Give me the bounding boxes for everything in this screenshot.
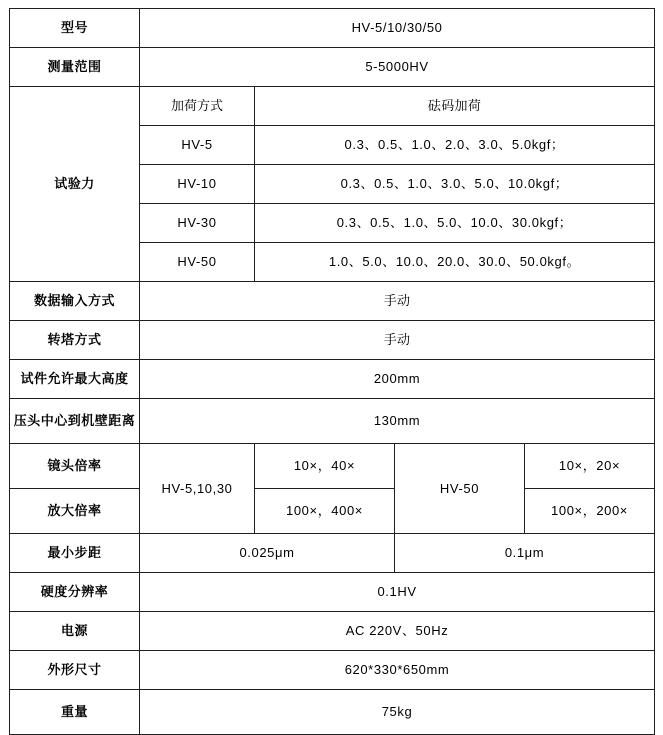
test-force-value-hv50: 1.0、5.0、10.0、20.0、30.0、50.0kgf。: [255, 243, 655, 282]
test-force-value-hv10: 0.3、0.5、1.0、3.0、5.0、10.0kgf；: [255, 165, 655, 204]
test-force-loading-method-value: 砝码加荷: [255, 87, 655, 126]
test-force-model-hv10: HV-10: [140, 165, 255, 204]
row-label-test-force: 试验力: [10, 87, 140, 282]
test-force-model-hv50: HV-50: [140, 243, 255, 282]
table-row: [10, 444, 655, 489]
table-row: [10, 399, 655, 444]
table-row: [10, 87, 655, 126]
row-label-model: 型号: [10, 9, 140, 48]
row-value-data-input: 手动: [140, 282, 655, 321]
row-label-hardness-resolution: 硬度分辨率: [10, 573, 140, 612]
row-label-data-input: 数据输入方式: [10, 282, 140, 321]
row-label-measuring-range: 测量范围: [10, 48, 140, 87]
row-label-weight: 重量: [10, 690, 140, 735]
table-row: [10, 573, 655, 612]
table-row: [10, 690, 655, 735]
row-label-turret: 转塔方式: [10, 321, 140, 360]
table-row: [10, 321, 655, 360]
lens-model-group-a: HV-5,10,30: [140, 444, 255, 534]
row-value-measuring-range: 5-5000HV: [140, 48, 655, 87]
specifications-table: [9, 8, 655, 735]
lens-model-group-b: HV-50: [395, 444, 525, 534]
total-magnification-value-a: 100×，400×: [255, 489, 395, 534]
test-force-loading-method-label: 加荷方式: [140, 87, 255, 126]
min-step-value-b: 0.1μm: [395, 534, 655, 573]
table-row: [10, 360, 655, 399]
row-label-total-magnification: 放大倍率: [10, 489, 140, 534]
table-row: [10, 651, 655, 690]
row-label-lens-magnification: 镜头倍率: [10, 444, 140, 489]
table-row: [10, 534, 655, 573]
row-value-power: AC 220V、50Hz: [140, 612, 655, 651]
table-row: [10, 282, 655, 321]
table-row: [10, 48, 655, 87]
row-label-min-step: 最小步距: [10, 534, 140, 573]
row-label-power: 电源: [10, 612, 140, 651]
row-label-max-height: 试件允许最大高度: [10, 360, 140, 399]
row-value-model: HV-5/10/30/50: [140, 9, 655, 48]
test-force-value-hv30: 0.3、0.5、1.0、5.0、10.0、30.0kgf；: [255, 204, 655, 243]
table-row: [10, 9, 655, 48]
test-force-model-hv5: HV-5: [140, 126, 255, 165]
lens-magnification-value-a: 10×，40×: [255, 444, 395, 489]
row-value-hardness-resolution: 0.1HV: [140, 573, 655, 612]
table-row: [10, 612, 655, 651]
row-value-weight: 75kg: [140, 690, 655, 735]
total-magnification-value-b: 100×，200×: [525, 489, 655, 534]
min-step-value-a: 0.025μm: [140, 534, 395, 573]
test-force-model-hv30: HV-30: [140, 204, 255, 243]
row-label-dimensions: 外形尺寸: [10, 651, 140, 690]
row-value-throat-depth: 130mm: [140, 399, 655, 444]
row-label-throat-depth: 压头中心到机壁距离: [10, 399, 140, 444]
lens-magnification-value-b: 10×，20×: [525, 444, 655, 489]
test-force-value-hv5: 0.3、0.5、1.0、2.0、3.0、5.0kgf；: [255, 126, 655, 165]
row-value-dimensions: 620*330*650mm: [140, 651, 655, 690]
row-value-max-height: 200mm: [140, 360, 655, 399]
row-value-turret: 手动: [140, 321, 655, 360]
table-row: [10, 489, 655, 534]
